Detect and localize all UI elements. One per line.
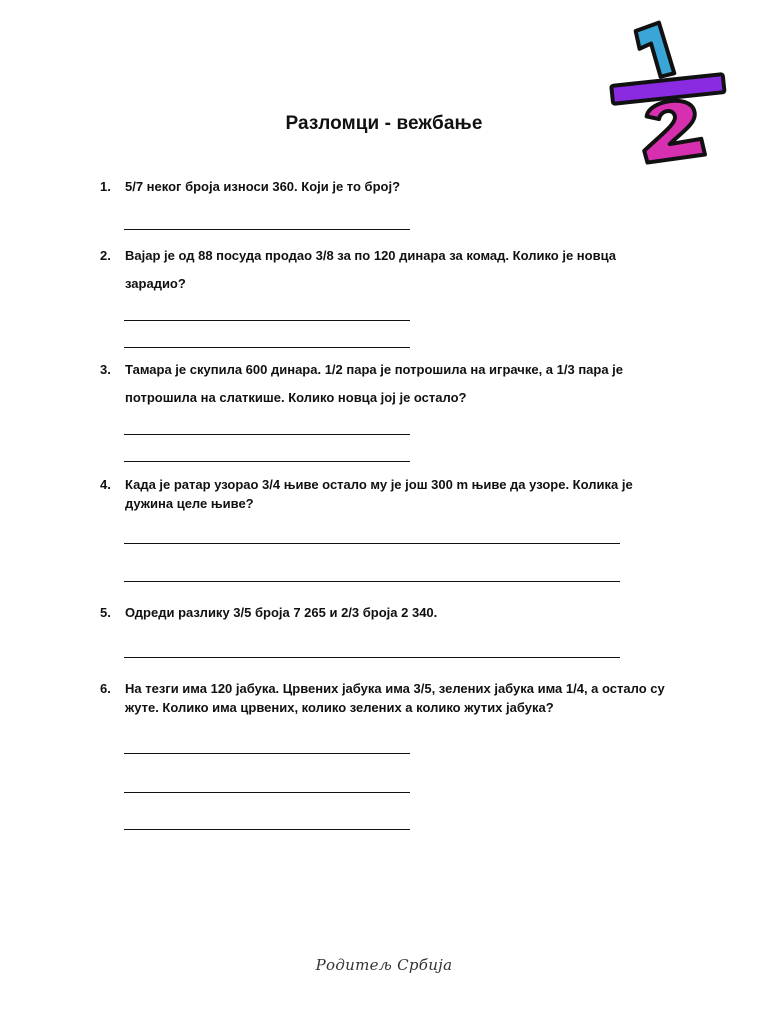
fraction-one-half-icon (604, 14, 732, 166)
task-text-line-2: потрошила на слаткише. Колико новца јој је остало? (125, 390, 467, 405)
task-text: Одреди разлику 3/5 броја 7 265 и 2/3 броја 2 340. (125, 605, 438, 620)
answer-line[interactable] (124, 434, 410, 435)
answer-line[interactable] (124, 753, 410, 754)
task-text-line-1: Вајар је од 88 посуда продао 3/8 за по 120 динара за комад. Колико је новца (125, 248, 616, 263)
answer-line[interactable] (124, 461, 410, 462)
task-number: 4. (100, 477, 111, 492)
task-text-line-1: Тамара је скупила 600 динара. 1/2 пара је потрошила на играчке, а 1/3 пара је (125, 362, 624, 377)
task-number: 1. (100, 179, 111, 194)
task-text-line-2: дужина целе њиве? (125, 496, 254, 511)
task-number: 6. (100, 681, 111, 696)
answer-line[interactable] (124, 543, 620, 544)
answer-line[interactable] (124, 347, 410, 348)
task-number: 3. (100, 362, 111, 377)
task-text-line-2: зарадио? (125, 276, 186, 291)
task-text: 5/7 неког броја износи 360. Који је то број? (125, 179, 401, 194)
answer-line[interactable] (124, 581, 620, 582)
answer-line[interactable] (124, 829, 410, 830)
task-text-line-1: На тезги има 120 јабука. Црвених јабука има 3/5, зелених јабука има 1/4, а остало су (125, 681, 665, 696)
task-text-line-1: Када је ратар узорао 3/4 њиве остало му је још 300 m њиве да узоре. Колика је (125, 477, 633, 492)
answer-line[interactable] (124, 657, 620, 658)
answer-line[interactable] (124, 320, 410, 321)
task-number: 5. (100, 605, 111, 620)
task-number: 2. (100, 248, 111, 263)
page-title: Разломци - вежбање (285, 113, 483, 134)
task-text-line-2: жуте. Колико има црвених, колико зелених а колико жутих јабука? (125, 700, 554, 715)
answer-line[interactable] (124, 229, 410, 230)
answer-line[interactable] (124, 792, 410, 793)
footer-brand: Родитељ Србија (315, 956, 453, 974)
